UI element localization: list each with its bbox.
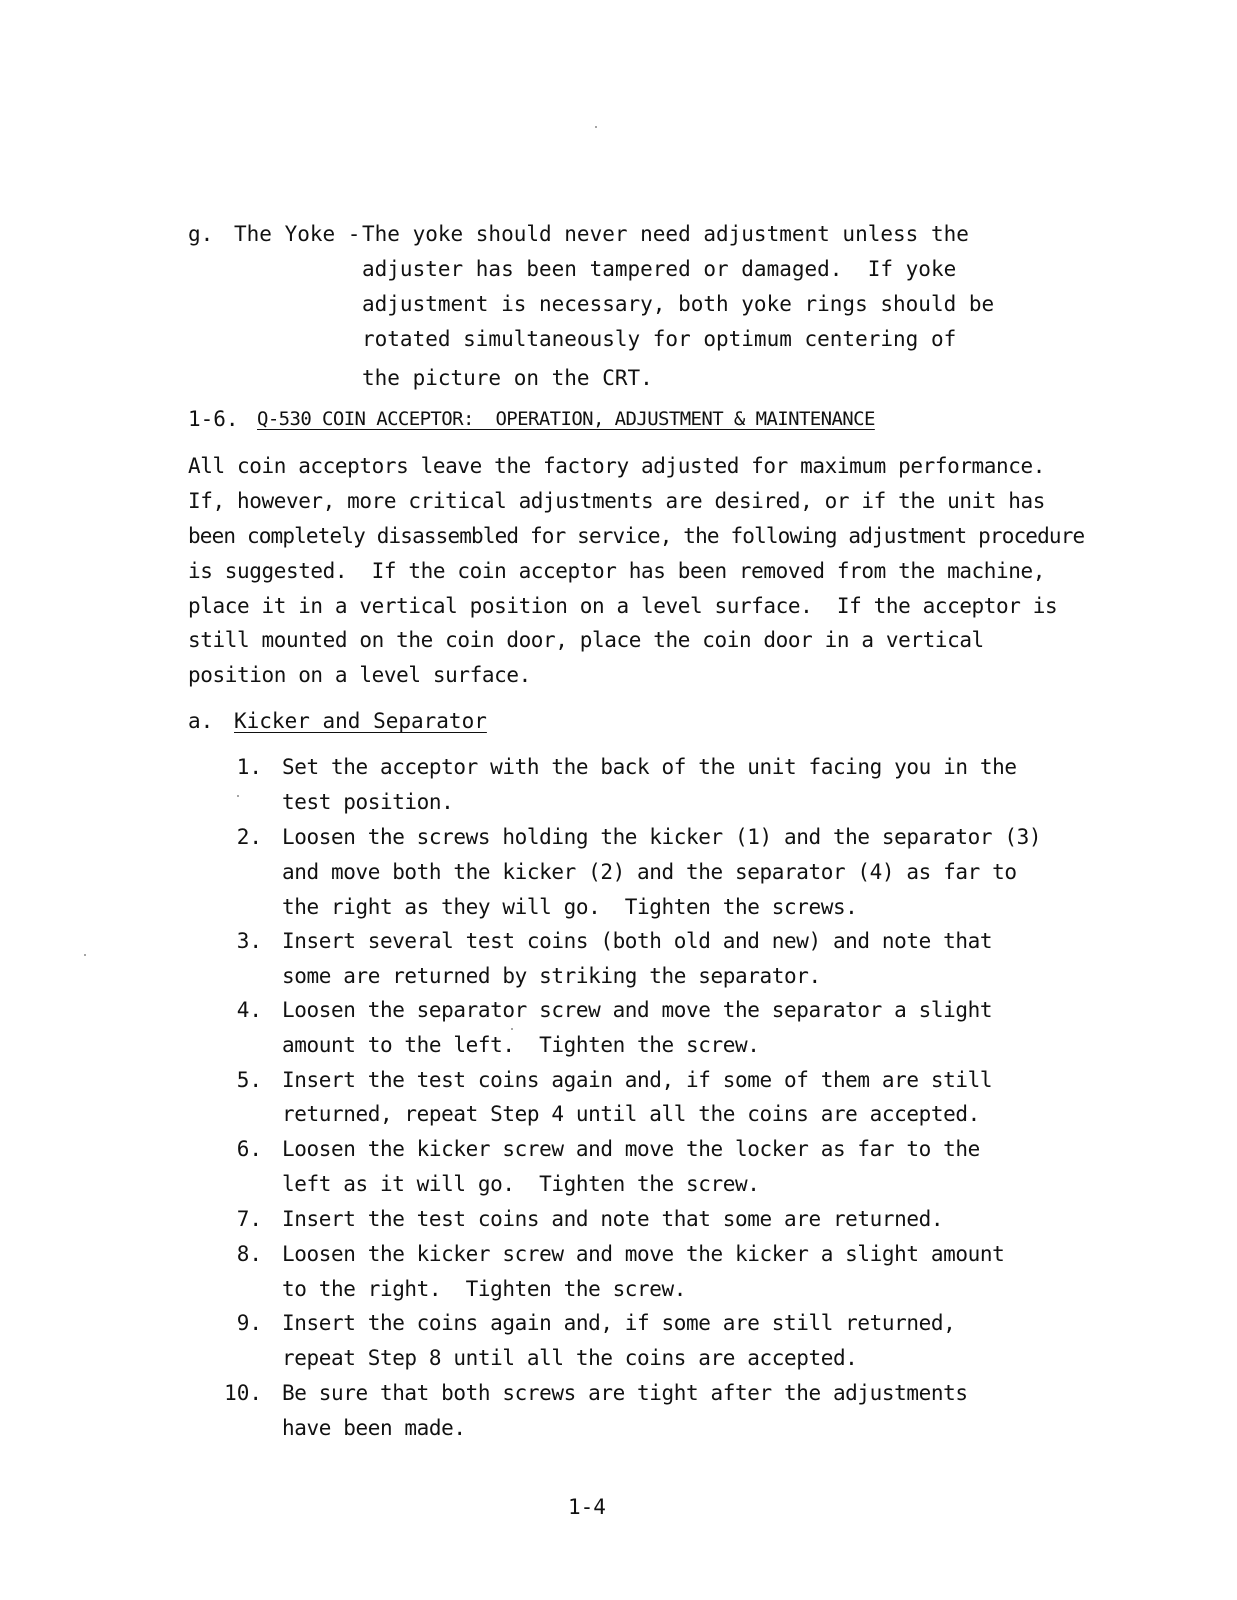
step-number: 9. (236, 1311, 262, 1335)
step-number: 2. (236, 825, 262, 849)
step-line: left as it will go. Tighten the screw. (282, 1172, 760, 1196)
section-number: 1-6. (188, 407, 239, 431)
page-number: 1-4 (568, 1495, 606, 1519)
step-line: test position. (282, 790, 454, 814)
step-line: Loosen the separator screw and move the separator a slight (282, 998, 993, 1022)
step-line: have been made. (282, 1416, 466, 1440)
step-line: Insert the test coins and note that some are returned. (282, 1207, 944, 1231)
subsection-title: Kicker and Separator (234, 709, 487, 733)
scan-speck (237, 795, 239, 797)
yoke-marker: g. (188, 222, 214, 246)
step-line: amount to the left. Tighten the screw. (282, 1033, 760, 1057)
scan-speck (595, 126, 597, 128)
step-number: 1. (236, 755, 262, 779)
step-number: 5. (236, 1068, 262, 1092)
intro-line: place it in a vertical position on a level surface. If the acceptor is (188, 594, 1058, 618)
scan-speck (84, 954, 86, 956)
step-number: 6. (236, 1137, 262, 1161)
step-line: and move both the kicker (2) and the separator (4) as far to (282, 860, 1017, 884)
step-line: Insert the test coins again and, if some of them are still (282, 1068, 993, 1092)
subsection-marker: a. (188, 709, 214, 733)
scan-speck (511, 1028, 513, 1030)
intro-line: still mounted on the coin door, place the coin door in a vertical (188, 628, 984, 652)
step-line: some are returned by striking the separator. (282, 964, 821, 988)
yoke-line: adjustment is necessary, both yoke rings should be (362, 292, 995, 316)
yoke-line: the picture on the CRT. (362, 366, 653, 390)
yoke-term: The Yoke - (234, 222, 361, 246)
step-number: 8. (236, 1242, 262, 1266)
step-line: Insert several test coins (both old and new) and note that (282, 929, 993, 953)
step-line: returned, repeat Step 4 until all the coins are accepted. (282, 1102, 980, 1126)
step-line: Loosen the kicker screw and move the locker as far to the (282, 1137, 980, 1161)
step-number: 10. (224, 1381, 262, 1405)
step-number: 7. (236, 1207, 262, 1231)
step-line: Insert the coins again and, if some are still returned, (282, 1311, 956, 1335)
step-number: 3. (236, 929, 262, 953)
step-line: Set the acceptor with the back of the unit facing you in the (282, 755, 1017, 779)
step-line: the right as they will go. Tighten the screws. (282, 895, 858, 919)
step-line: Loosen the screws holding the kicker (1) and the separator (3) (282, 825, 1042, 849)
yoke-line: The yoke should never need adjustment unless the (362, 222, 969, 246)
intro-line: been completely disassembled for service, the following adjustment procedure (188, 524, 1085, 548)
intro-line: is suggested. If the coin acceptor has been removed from the machine, (188, 559, 1046, 583)
yoke-line: rotated simultaneously for optimum centering of (362, 327, 957, 351)
intro-line: All coin acceptors leave the factory adjusted for maximum performance. (188, 454, 1046, 478)
step-line: Be sure that both screws are tight after the adjustments (282, 1381, 968, 1405)
section-title: Q-530 COIN ACCEPTOR: OPERATION, ADJUSTMENT & MAINTENANCE (257, 408, 875, 430)
intro-line: If, however, more critical adjustments are desired, or if the unit has (188, 489, 1046, 513)
step-number: 4. (236, 998, 262, 1022)
step-line: Loosen the kicker screw and move the kicker a slight amount (282, 1242, 1005, 1266)
yoke-line: adjuster has been tampered or damaged. If yoke (362, 257, 957, 281)
step-line: repeat Step 8 until all the coins are accepted. (282, 1346, 858, 1370)
step-line: to the right. Tighten the screw. (282, 1277, 687, 1301)
intro-line: position on a level surface. (188, 663, 531, 687)
